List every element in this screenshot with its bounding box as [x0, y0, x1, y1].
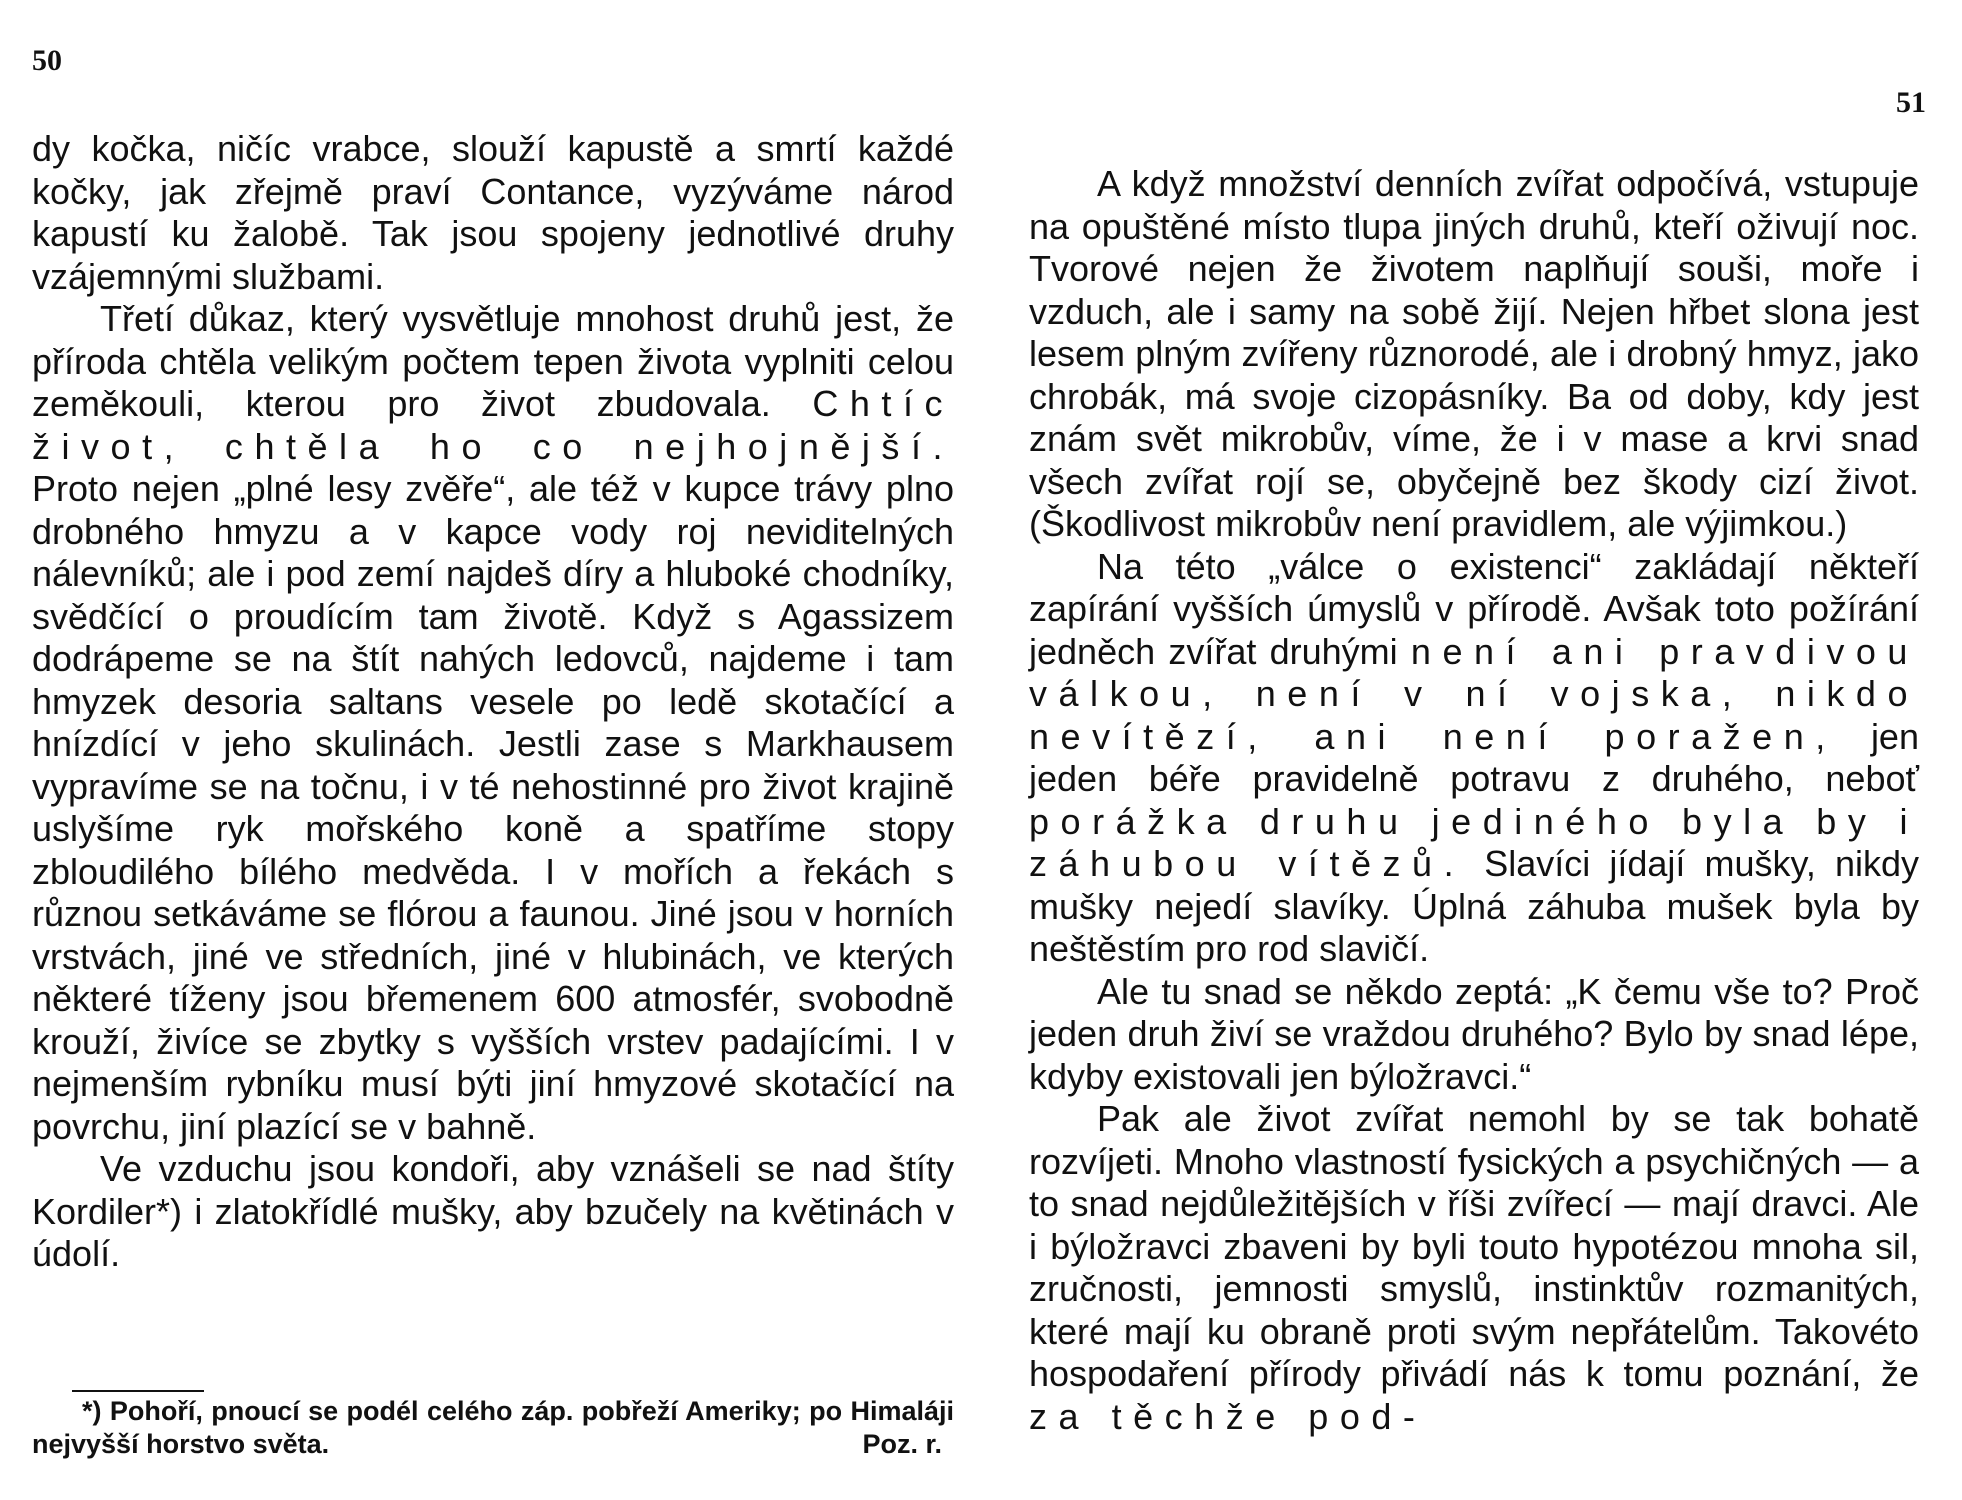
footnote-signature: Poz. r.: [862, 1429, 942, 1459]
emphasis-spaced: porážka druhu jediného byla by i záhubou vítězů.: [1029, 800, 1919, 884]
emphasis-spaced: není ani pravdivou válkou, není v ní vojska, nikdo nevítězí, ani není poražen,: [1029, 630, 1919, 757]
text-run: jen jeden béře pravidelně potravu z druhého, neboť: [1029, 715, 1919, 799]
emphasis-spaced: za těchže pod-: [1029, 1395, 1427, 1437]
right-page-text: [1029, 163, 1919, 1438]
page-number-right: 51: [1896, 86, 1926, 119]
emphasis-spaced: Chtíc život, chtěla ho co nejhojnější.: [32, 383, 954, 467]
paragraph: dy kočka, ničíc vrabce, slouží kapustě a smrtí každé kočky, jak zřejmě praví Contance, vyzýváme národ kapustí ku žalobě. Tak jsou spojeny jednotlivé druhy vzájemnými službami.: [32, 128, 954, 297]
paragraph: [1029, 1098, 1919, 1438]
footnote-rule: [72, 1390, 204, 1392]
text-run: Třetí důkaz, který vysvětluje mnohost druhů jest, že příroda chtěla velikým počtem tepen života vyplniti celou zeměkouli, kterou pro život zbudovala.: [32, 298, 954, 424]
paragraph: A když množství denních zvířat odpočívá, vstupuje na opuštěné místo tlupa jiných druhů, kteří oživují noc. Tvorové nejen že životem naplňují souši, moře i vzduch, ale i samy na sobě žijí. Nejen hřbet slona jest lesem plným zvířeny různorodé, ale i drobný hmyz, jako chrobák, má svoje cizopásníky. Ba od doby, kdy jest znám svět mikrobův, víme, že i v mase a krvi snad všech zvířat rojí se, obyčejně bez škody cizí život. (Škodlivost mikrobův není pravidlem, ale výjimkou.): [1029, 163, 1919, 544]
text-run: Pak ale život zvířat nemohl by se tak bohatě rozvíjeti. Mnoho vlastností fysických a psychičných — a to snad nejdůležitějších v říši zvířecí — mají dravci. Ale i býložravci zbaveni by byli touto hypotézou mnoha sil, zručnosti, jemnosti smyslů, instinktův rozmanitých, které mají ku obraně proti svým nepřátelům. Takovéto hospodaření přírody přivádí nás k tomu poznání, že: [1029, 1098, 1919, 1394]
paragraph: [32, 298, 954, 1148]
left-page-text: [32, 128, 954, 1276]
text-run: Proto nejen „plné lesy zvěře“, ale též v kupce trávy plno drobného hmyzu a v kapce vody roj neviditelných nálevníků; ale i pod zemí najdeš díry a hluboké chodníky, svědčící o proudícím tam životě. Když s Agassizem dodrápeme se na štít nahých ledovců, najdeme i tam hmyzek desoria saltans vesele po ledě skotačící a hnízdící v jeho skulinách. Jestli zase s Markhausem vypravíme se na točnu, i v té nehostinné pro život krajině uslyšíme ryk mořského koně a spatříme stopy zbloudilého bílého medvěda. I v mořích a řekách s různou setkáváme se flórou a faunou. Jiné jsou v horních vrstvách, jiné ve středních, jiné v hlubinách, ve kterých některé tíženy jsou břemenem 600 atmosfér, svobodně krouží, živíce se zbytky s vyšších vrstev padajícími. I v nejmenším rybníku musí býti jiní hmyzové skotačící na povrchu, jiní plazící se v bahně.: [32, 468, 954, 1147]
paragraph: Ve vzduchu jsou kondoři, aby vznášeli se nad štíty Kordiler*) i zlatokřídlé mušky, aby bzučely na květinách v údolí.: [32, 1148, 954, 1274]
page-number-left: 50: [32, 44, 62, 77]
paragraph: [1029, 546, 1919, 971]
text-run: Na této „válce o existenci“ zakládají někteří zapírání vyšších úmyslů v přírodě. Avšak toto požírání jedněch zvířat druhými: [1029, 545, 1919, 672]
text-run: Slavíci jídají mušky, nikdy mušky nejedí slavíky. Úplná záhuba mušek byla by neštěstím pro rod slavičí.: [1029, 843, 1919, 969]
paragraph: Ale tu snad se někdo zeptá: „K čemu vše to? Proč jeden druh živí se vraždou druhého? Bylo by snad lépe, kdyby existovali jen býložravci.“: [1029, 970, 1919, 1097]
footnote-text: *) Pohoří, pnoucí se podél celého záp. pobřeží Ameriky; po Himaláji nejvyšší horstvo světa.: [32, 1396, 954, 1459]
footnote: [32, 1395, 954, 1461]
